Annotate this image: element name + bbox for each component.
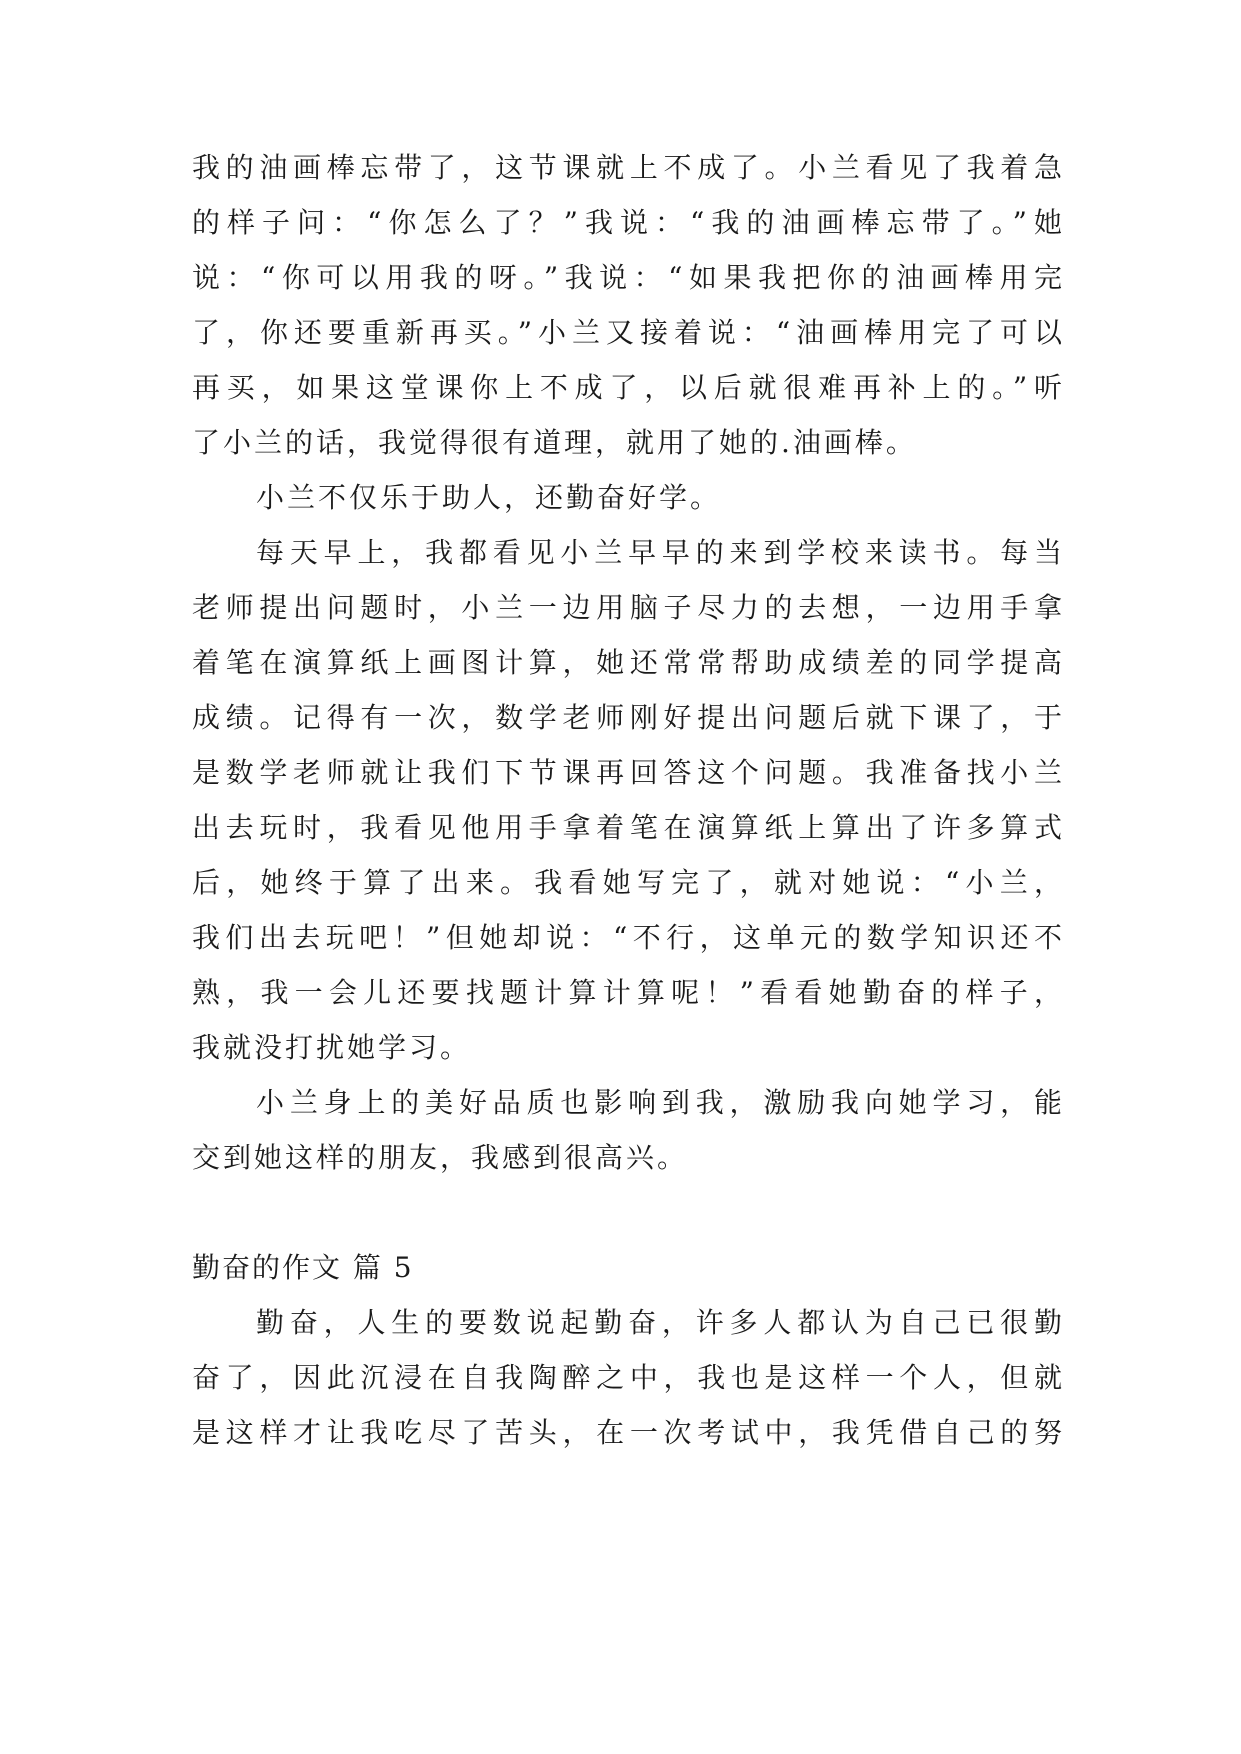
paragraph-line: 后，她终于算了出来。我看她写完了，就对她说：“小兰， bbox=[192, 866, 1062, 899]
paragraph-line: 我们出去玩吧！”但她却说：“不行，这单元的数学知识还不 bbox=[192, 921, 1062, 954]
paragraph-line: 成绩。记得有一次，数学老师刚好提出问题后就下课了，于 bbox=[192, 701, 1062, 734]
section-heading: 勤奋的作文 篇 5 bbox=[192, 1251, 414, 1284]
paragraph-line: 是数学老师就让我们下节课再回答这个问题。我准备找小兰 bbox=[192, 756, 1062, 789]
paragraph-line: 每天早上，我都看见小兰早早的来到学校来读书。每当 bbox=[256, 536, 1062, 569]
paragraph-line: 是这样才让我吃尽了苦头，在一次考试中，我凭借自己的努 bbox=[192, 1416, 1062, 1449]
paragraph-line: 着笔在演算纸上画图计算，她还常常帮助成绩差的同学提高 bbox=[192, 646, 1062, 679]
paragraph-line: 了，你还要重新再买。”小兰又接着说：“油画棒用完了可以 bbox=[192, 316, 1062, 349]
paragraph-line: 出去玩时，我看见他用手拿着笔在演算纸上算出了许多算式 bbox=[192, 811, 1062, 844]
paragraph-line: 熟，我一会儿还要找题计算计算呢！”看看她勤奋的样子， bbox=[192, 976, 1062, 1009]
paragraph-line: 小兰身上的美好品质也影响到我，激励我向她学习，能 bbox=[256, 1086, 1062, 1119]
paragraph-line: 奋了，因此沉浸在自我陶醉之中，我也是这样一个人，但就 bbox=[192, 1361, 1062, 1394]
paragraph-line: 交到她这样的朋友，我感到很高兴。 bbox=[192, 1141, 689, 1174]
paragraph-line: 小兰不仅乐于助人，还勤奋好学。 bbox=[256, 481, 722, 514]
paragraph-line: 老师提出问题时，小兰一边用脑子尽力的去想，一边用手拿 bbox=[192, 591, 1062, 624]
paragraph-line: 的样子问：“你怎么了？”我说：“我的油画棒忘带了。”她 bbox=[192, 206, 1062, 239]
paragraph-line: 我的油画棒忘带了，这节课就上不成了。小兰看见了我着急 bbox=[192, 151, 1062, 184]
paragraph-line: 了小兰的话，我觉得很有道理，就用了她的.油画棒。 bbox=[192, 426, 917, 459]
paragraph-line: 说：“你可以用我的呀。”我说：“如果我把你的油画棒用完 bbox=[192, 261, 1062, 294]
paragraph-line: 再买，如果这堂课你上不成了，以后就很难再补上的。”听 bbox=[192, 371, 1062, 404]
paragraph-line: 我就没打扰她学习。 bbox=[192, 1031, 472, 1064]
paragraph-line: 勤奋，人生的要数说起勤奋，许多人都认为自己已很勤 bbox=[256, 1306, 1062, 1339]
